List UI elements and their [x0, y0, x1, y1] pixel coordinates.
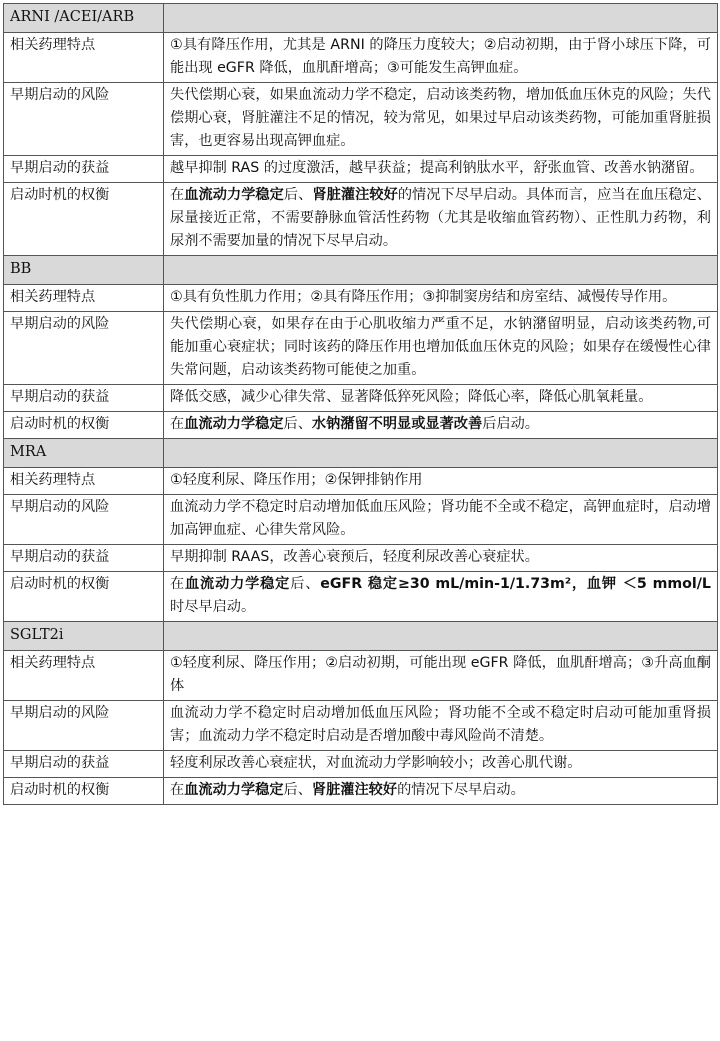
row-value-pharm: ①轻度利尿、降压作用；②启动初期，可能出现 eGFR 降低，血肌酐增高；③升高血酮体: [164, 651, 718, 701]
row-label: 相关药理特点: [4, 33, 164, 83]
bold-condition: 血流动力学稳定: [185, 576, 291, 592]
row-label: 早期启动的风险: [4, 495, 164, 545]
row-label: 启动时机的权衡: [4, 183, 164, 256]
table-row-benefit: [4, 156, 718, 183]
table-row-timing: [4, 778, 718, 805]
timing-text: 后启动。: [482, 416, 539, 432]
row-label: 启动时机的权衡: [4, 412, 164, 439]
timing-text: 在: [170, 416, 185, 432]
row-label: 相关药理特点: [4, 651, 164, 701]
bold-condition: 水钠潴留不明显或显著改善: [311, 416, 483, 432]
table-row-timing: [4, 183, 718, 256]
timing-text: 在: [170, 782, 185, 798]
row-label: 早期启动的风险: [4, 701, 164, 751]
table-row-benefit: [4, 751, 718, 778]
row-value-timing: [164, 183, 718, 256]
timing-text: 在: [170, 576, 186, 592]
row-label: 早期启动的获益: [4, 545, 164, 572]
row-value-risk: 失代偿期心衰，如果存在由于心肌收缩力严重不足，水钠潴留明显，启动该类药物,可能加重心衰症状；同时该药的降压作用也增加低血压休克的风险；如果存在缓慢性心律失常问题，启动该类药物可能使之加重。: [164, 312, 718, 385]
row-label: 相关药理特点: [4, 285, 164, 312]
section-header-row: [4, 4, 718, 33]
section-title: SGLT2i: [4, 622, 164, 651]
timing-text: 后、: [283, 782, 312, 798]
table-row-risk: [4, 495, 718, 545]
table-row-risk: [4, 312, 718, 385]
timing-text: 的情况下尽早启动。具体而言，应当在血压稳定、尿量接近正常，不需要静脉血管活性药物（尤其是收缩血管药物）、正性肌力药物，利尿剂不需要加量的情况下尽早启动。: [170, 187, 711, 249]
row-value-benefit: 越早抑制 RAS 的过度激活，越早获益；提高利钠肽水平，舒张血管、改善水钠潴留。: [164, 156, 718, 183]
row-label: 早期启动的获益: [4, 385, 164, 412]
row-value-benefit: 早期抑制 RAAS，改善心衰预后，轻度利尿改善心衰症状。: [164, 545, 718, 572]
row-value-pharm: ①轻度利尿、降压作用；②保钾排钠作用: [164, 468, 718, 495]
row-value-timing: [164, 572, 718, 622]
bold-condition: 血流动力学稳定: [184, 782, 284, 798]
table-row-pharm: [4, 285, 718, 312]
table-row-timing: [4, 412, 718, 439]
bold-condition: eGFR 稳定≥30 mL/min-1/1.73m²，血钾 ＜5 mmol/L: [320, 576, 711, 592]
section-header-row: [4, 439, 718, 468]
row-value-timing: [164, 778, 718, 805]
row-label: 早期启动的获益: [4, 751, 164, 778]
section-title: BB: [4, 256, 164, 285]
drug-timing-table: [3, 3, 718, 805]
section-header-blank: [164, 256, 718, 285]
timing-text: 的情况下尽早启动。: [397, 782, 525, 798]
section-header-blank: [164, 439, 718, 468]
row-value-timing: [164, 412, 718, 439]
table-row-risk: [4, 701, 718, 751]
row-value-pharm: ①具有降压作用，尤其是 ARNI 的降压力度较大；②启动初期，由于肾小球压下降，可能出现 eGFR 降低，血肌酐增高；③可能发生高钾血症。: [164, 33, 718, 83]
section-header-row: [4, 622, 718, 651]
timing-text: 在: [170, 187, 185, 203]
table-row-benefit: [4, 385, 718, 412]
table-row-pharm: [4, 651, 718, 701]
timing-text: 后、: [290, 576, 321, 592]
bold-condition: 肾脏灌注较好: [311, 782, 398, 798]
row-label: 相关药理特点: [4, 468, 164, 495]
row-value-pharm: ①具有负性肌力作用；②具有降压作用；③抑制窦房结和房室结、减慢传导作用。: [164, 285, 718, 312]
row-label: 早期启动的风险: [4, 83, 164, 156]
row-label: 早期启动的获益: [4, 156, 164, 183]
section-header-blank: [164, 4, 718, 33]
timing-text: 后、: [283, 416, 312, 432]
row-label: 启动时机的权衡: [4, 572, 164, 622]
table-row-benefit: [4, 545, 718, 572]
table-row-pharm: [4, 33, 718, 83]
row-value-risk: 血流动力学不稳定时启动增加低血压风险；肾功能不全或不稳定时启动可能加重肾损害；血流动力学不稳定时启动是否增加酸中毒风险尚不清楚。: [164, 701, 718, 751]
row-label: 启动时机的权衡: [4, 778, 164, 805]
row-value-benefit: 降低交感，减少心律失常、显著降低猝死风险；降低心率，降低心肌氧耗量。: [164, 385, 718, 412]
timing-text: 时尽早启动。: [170, 599, 256, 615]
row-label: 早期启动的风险: [4, 312, 164, 385]
bold-condition: 血流动力学稳定: [184, 187, 284, 203]
section-title: MRA: [4, 439, 164, 468]
table-row-risk: [4, 83, 718, 156]
section-title: ARNI /ACEI/ARB: [4, 4, 164, 33]
row-value-benefit: 轻度利尿改善心衰症状，对血流动力学影响较小；改善心肌代谢。: [164, 751, 718, 778]
bold-condition: 肾脏灌注较好: [312, 187, 398, 203]
row-value-risk: 血流动力学不稳定时启动增加低血压风险；肾功能不全或不稳定，高钾血症时，启动增加高钾血症、心律失常风险。: [164, 495, 718, 545]
table-row-pharm: [4, 468, 718, 495]
row-value-risk: 失代偿期心衰，如果血流动力学不稳定，启动该类药物，增加低血压休克的风险；失代偿期心衰，肾脏灌注不足的情况，较为常见，如果过早启动该类药物，可能加重肾脏损害，也更容易出现高钾血症。: [164, 83, 718, 156]
table-row-timing: [4, 572, 718, 622]
timing-text: 后、: [283, 187, 313, 203]
section-header-blank: [164, 622, 718, 651]
section-header-row: [4, 256, 718, 285]
bold-condition: 血流动力学稳定: [184, 416, 284, 432]
